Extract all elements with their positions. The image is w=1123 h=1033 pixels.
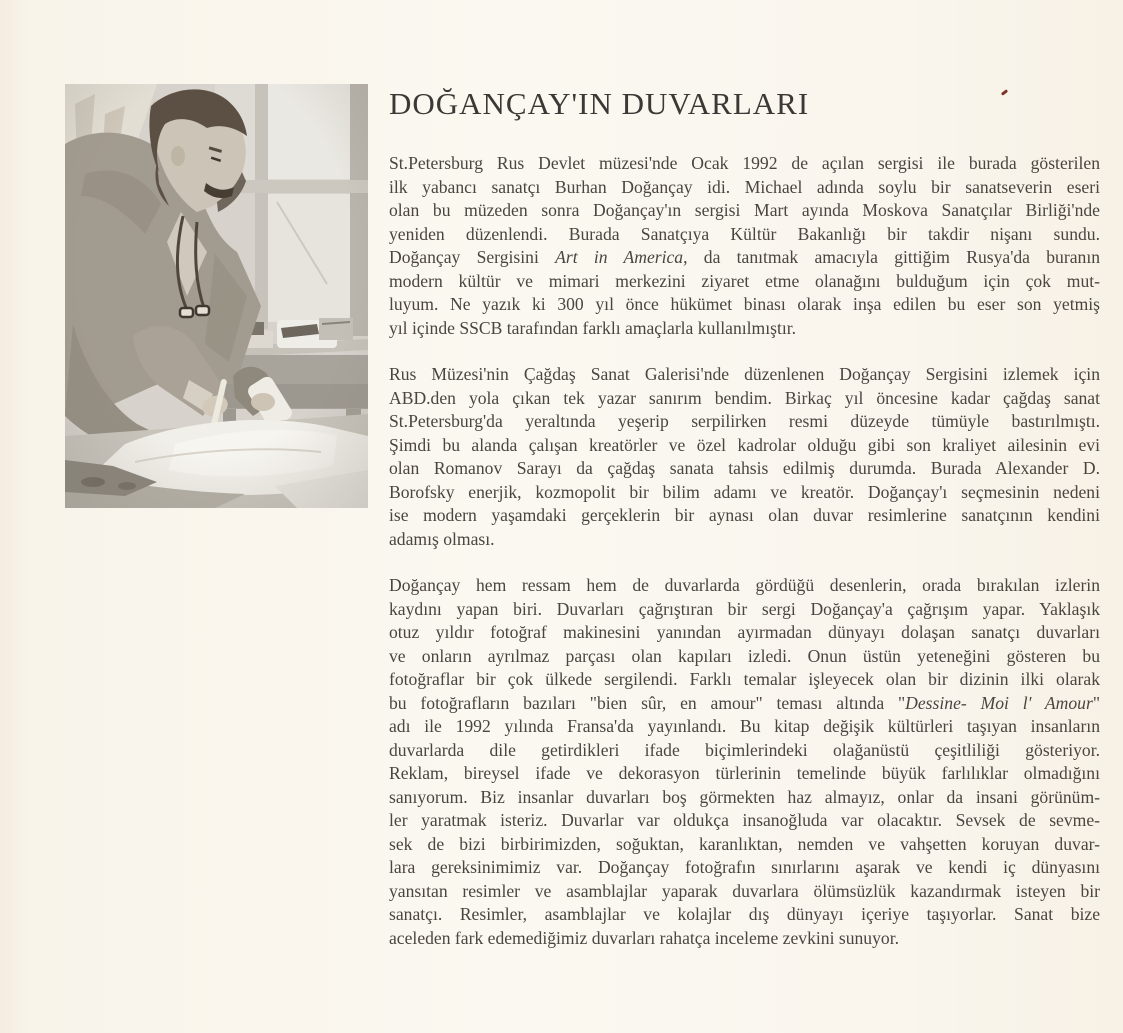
text-line: yansıtan resimler ve asamblajlar yaparak duvarlara ölümsüzlük kazandırmak isteyen bir (389, 880, 1100, 901)
article-paragraphs (389, 152, 1100, 950)
text-line: Reklam, bireysel ifade ve dekorasyon türlerinin temelinde büyük farlılıklar olmadığını (389, 763, 1100, 783)
text-line: olan bu müzeden sonra Doğançay'ın sergisi Mart ayında Moskova Sanatçılar Birliği'nde (389, 200, 1100, 220)
page-title: DOĞANÇAY'IN DUVARLARI (389, 86, 810, 121)
text-line: ler yaratmak isteriz. Duvarlar var oldukça insanoğluda var olacaktır. Sevsek de sevme- (389, 810, 1100, 830)
paragraph (389, 574, 1100, 950)
page-bottom-scan-edge (0, 1022, 1123, 1033)
paragraph (389, 363, 1100, 551)
text-line: modern kültür ve mimari merkezini ziyaret etme olanağını bulduğum için çok mut- (389, 270, 1100, 291)
text-line: olan Romanov Sarayı da çağdaş sanata tahsis edilmiş durumda. Burada Alexander D. (389, 458, 1100, 478)
text-line: yıl içinde SSCB tarafından farklı amaçlarla kullanılmıştır. (389, 317, 797, 338)
text-line: luyum. Ne yazık ki 300 yıl önce hükümet binası olarak inşa edilen bu eser son yetmiş (389, 294, 1100, 314)
text-line: St.Petersburg'da yeraltında yeşerip serpilirken resmi düzeyde tümüyle bastırılmıştı. (389, 411, 1100, 431)
text-line: otuz yıldır fotoğraf makinesini yanından ayırmadan dünyayı dolaşan sanatçı duvarları (389, 622, 1100, 642)
text-line: adamış olması. (389, 528, 495, 549)
text-line: ise modern yaşamdaki gerçeklerin bir aynası olan duvar resimlerine sanatçının kendini (389, 505, 1100, 525)
text-line: adı ile 1992 yılında Fransa'da yayınlandı. Bu kitap değişik kültürleri taşıyan insanların (389, 716, 1100, 736)
text-line: Doğançay hem ressam hem de duvarlarda gördüğü desenlerin, orada bırakılan izlerin (389, 575, 1100, 595)
text-line: aceleden fark edemediğimiz duvarları rahatça inceleme zevkini sunuyor. (389, 927, 899, 948)
text-line: Şimdi bu alanda çalışan kreatörler ve özel kadrolar olduğu gibi son kraliyet ailesinin evi (389, 434, 1100, 455)
text-line: lara gereksinimimiz var. Doğançay fotoğrafın sınırlarını aşarak ve kendi iç dünyasını (389, 857, 1100, 877)
text-line: Rus Müzesi'nin Çağdaş Sanat Galerisi'nde düzenlenen Doğançay Sergisini izlemek için (389, 364, 1100, 384)
text-line: sanıyorum. Biz insanlar duvarları boş görmekten haz almayız, onlar da insani görünüm- (389, 786, 1100, 807)
text-line: Borofsky enerjik, kozmopolit bir bilim adamı ve kreatör. Doğançay'ı seçmesinin nedeni (389, 481, 1100, 502)
text-line: sek de bizi birbirimizden, soğuktan, karanlıktan, nemden ve vahşetten koruyan duvar- (389, 833, 1100, 854)
text-line: ABD.den yola çıkan tek yazar sanırım bendim. Birkaç yıl öncesine kadar çağdaş sanat (389, 387, 1100, 408)
text-line: fotoğraflar bir çok ülkede sergilendi. Farklı temalar işleyecek olan bir dizinin ilki olarak (389, 669, 1100, 689)
text-line: yeniden düzenlendi. Burada Sanatçıya Kültür Bakanlığı bir takdir nişanı sundu. (389, 223, 1100, 244)
text-line: kaydını yapan biri. Duvarları çağrıştıran bir sergi Doğançay'a çağrışım yapar. Yaklaşık (389, 598, 1100, 619)
artist-photo (65, 84, 368, 508)
artist-photo-illustration (65, 84, 368, 508)
text-line: ve onların ayrılmaz parçası olan kapıları izledi. Onun üstün yeteneğini gösteren bu (389, 645, 1100, 666)
article (389, 86, 1100, 950)
paragraph (389, 152, 1100, 340)
text-line: ilk yabancı sanatçı Burhan Doğançay idi. Michael adında soylu bir sanatseverin eseri (389, 176, 1100, 197)
text-line: Doğançay Sergisini Art in America, da tanıtmak amacıyla gittiğim Rusya'da buranın (389, 247, 1101, 267)
text-line: bu fotoğrafların bazıları "bien sûr, en amour" teması altında "Dessine- Moi l' Amour" (389, 692, 1100, 713)
text-line: duvarlarda dile getirdikleri ifade biçimlerindeki olağanüstü çeşitliliği gösteriyor. (389, 739, 1100, 760)
text-line: St.Petersburg Rus Devlet müzesi'nde Ocak 1992 de açılan sergisi ile burada gösterilen (389, 153, 1100, 173)
text-line: sanatçı. Resimler, asamblajlar ve kolajlar dış dünyayı içeriye taşıyorlar. Sanat bize (389, 904, 1100, 924)
